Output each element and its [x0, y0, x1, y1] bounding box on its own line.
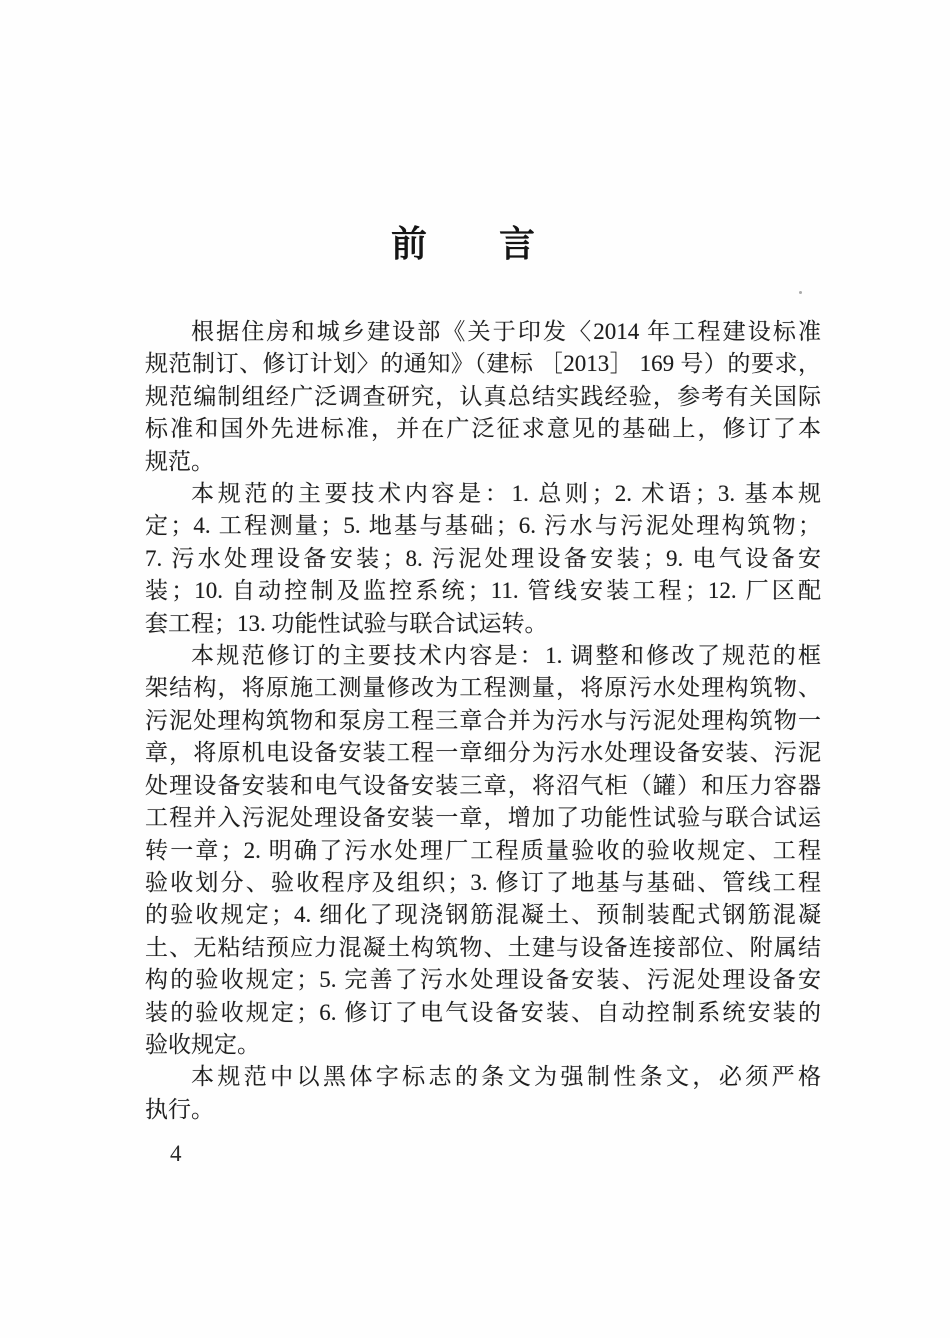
text-line: 定；4. 工程测量；5. 地基与基础；6. 污水与污泥处理构筑物；	[145, 513, 821, 539]
scan-speckle	[799, 291, 802, 294]
text-line: 7. 污水处理设备安装；8. 污泥处理设备安装；9. 电气设备安	[145, 545, 821, 571]
text-line: 规范。	[145, 448, 214, 474]
page-title: 前 言	[390, 223, 535, 264]
text-line: 处理设备安装和电气设备安装三章，将沼气柜（罐）和压力容器	[145, 772, 821, 798]
text-line: 构的验收规定；5. 完善了污水处理设备安装、污泥处理设备安	[145, 967, 821, 993]
text-line: 验收划分、验收程序及组织；3. 修订了地基与基础、管线工程	[145, 869, 821, 895]
text-line: 转一章；2. 明确了污水处理厂工程质量验收的验收规定、工程	[145, 837, 821, 863]
text-line: 装；10. 自动控制及监控系统；11. 管线安装工程；12. 厂区配	[145, 578, 821, 604]
text-line: 章，将原机电设备安装工程一章细分为污水处理设备安装、污泥	[145, 740, 821, 766]
text-line: 工程并入污泥处理设备安装一章，增加了功能性试验与联合试运	[145, 805, 821, 831]
text-line: 架结构，将原施工测量修改为工程测量，将原污水处理构筑物、	[145, 675, 821, 701]
text-line: 标准和国外先进标准，并在广泛征求意见的基础上，修订了本	[145, 416, 821, 442]
text-line: 套工程；13. 功能性试验与联合试运转。	[145, 610, 548, 636]
page-number: 4	[170, 1141, 182, 1166]
text-line: 土、无粘结预应力混凝土构筑物、土建与设备连接部位、附属结	[145, 934, 821, 960]
text-line: 污泥处理构筑物和泵房工程三章合并为污水与污泥处理构筑物一	[145, 707, 821, 733]
text-line: 本规范的主要技术内容是：1. 总则；2. 术语；3. 基本规	[191, 481, 822, 507]
text-line: 装的验收规定；6. 修订了电气设备安装、自动控制系统安装的	[145, 999, 821, 1025]
text-line: 本规范修订的主要技术内容是：1. 调整和修改了规范的框	[191, 643, 821, 669]
text-line: 规范制订、修订计划〉的通知》（建标 ［2013］ 169 号）的要求，	[145, 351, 822, 377]
text-line: 的验收规定；4. 细化了现浇钢筋混凝土、预制装配式钢筋混凝	[145, 902, 821, 928]
document-body	[145, 316, 821, 1126]
text-line: 验收规定。	[145, 1031, 260, 1057]
text-line: 本规范中以黑体字标志的条文为强制性条文，必须严格	[191, 1064, 821, 1090]
text-line: 规范编制组经广泛调查研究，认真总结实践经验，参考有关国际	[145, 383, 821, 409]
text-line: 执行。	[145, 1096, 214, 1122]
text-line: 根据住房和城乡建设部《关于印发〈2014 年工程建设标准	[191, 319, 821, 344]
